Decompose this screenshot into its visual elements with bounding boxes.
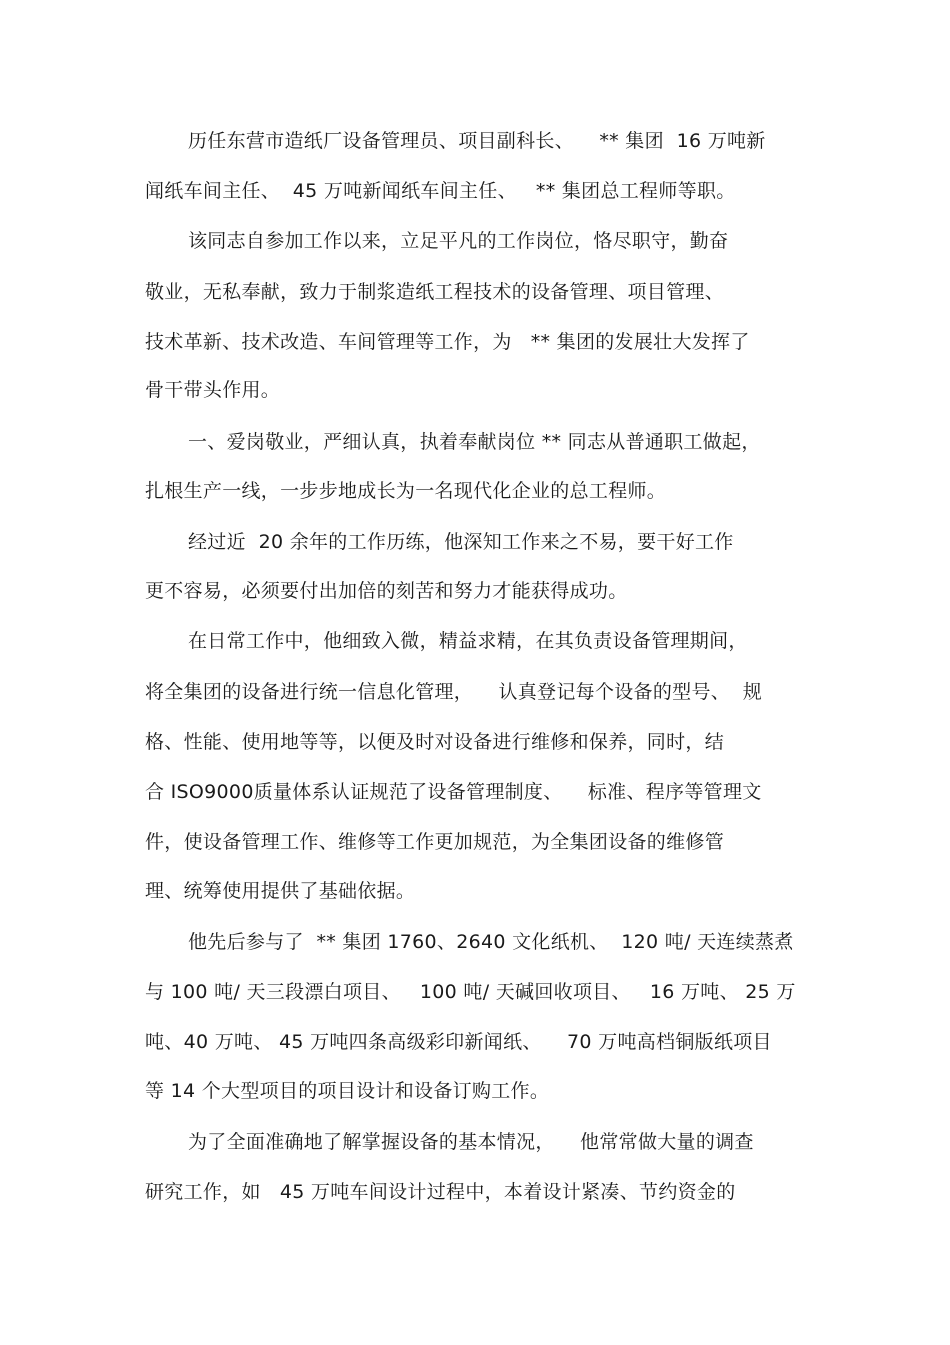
text-line: 研究工作，如 45 万吨车间设计过程中，本着设计紧凑、节约资金的 — [145, 1181, 736, 1203]
text-line: 更不容易，必须要付出加倍的刻苦和努力才能获得成功。 — [145, 580, 628, 602]
text-line: 技术革新、技术改造、车间管理等工作，为 ** 集团的发展壮大发挥了 — [145, 331, 750, 353]
text-line: 敬业，无私奉献，致力于制浆造纸工程技术的设备管理、项目管理、 — [145, 281, 725, 303]
text-line: 历任东营市造纸厂设备管理员、项目副科长、 ** 集团 16 万吨新 — [188, 130, 766, 152]
text-line: 理、统筹使用提供了基础依据。 — [145, 880, 416, 902]
text-line: 闻纸车间主任、 45 万吨新闻纸车间主任、 ** 集团总工程师等职。 — [145, 180, 736, 202]
text-line: 扎根生产一线，一步步地成长为一名现代化企业的总工程师。 — [145, 480, 667, 502]
text-line: 合 ISO9000质量体系认证规范了设备管理制度、 标准、程序等管理文 — [145, 781, 762, 803]
text-line: 他先后参与了 ** 集团 1760、2640 文化纸机、 120 吨/ 天连续蒸煮 — [188, 931, 794, 953]
text-line: 该同志自参加工作以来，立足平凡的工作岗位，恪尽职守，勤奋 — [188, 230, 729, 252]
text-line: 格、性能、使用地等等，以便及时对设备进行维修和保养，同时，结 — [145, 731, 725, 753]
text-line: 件，使设备管理工作、维修等工作更加规范，为全集团设备的维修管 — [145, 831, 725, 853]
text-line: 吨、40 万吨、 45 万吨四条高级彩印新闻纸、 70 万吨高档铜版纸项目 — [145, 1031, 772, 1053]
text-line: 经过近 20 余年的工作历练，他深知工作来之不易，要干好工作 — [188, 531, 734, 553]
text-line: 骨干带头作用。 — [145, 379, 281, 401]
text-line: 一、爱岗敬业，严细认真，执着奉献岗位 ** 同志从普通职工做起， — [188, 431, 761, 453]
text-line: 等 14 个大型项目的项目设计和设备订购工作。 — [145, 1080, 550, 1102]
text-line: 将全集团的设备进行统一信息化管理， 认真登记每个设备的型号、 规 — [145, 681, 763, 703]
text-line: 为了全面准确地了解掌握设备的基本情况， 他常常做大量的调查 — [188, 1131, 754, 1153]
text-line: 与 100 吨/ 天三段漂白项目、 100 吨/ 天碱回收项目、 16 万吨、 25 万 — [145, 981, 796, 1003]
text-line: 在日常工作中，他细致入微，精益求精，在其负责设备管理期间， — [188, 630, 748, 652]
